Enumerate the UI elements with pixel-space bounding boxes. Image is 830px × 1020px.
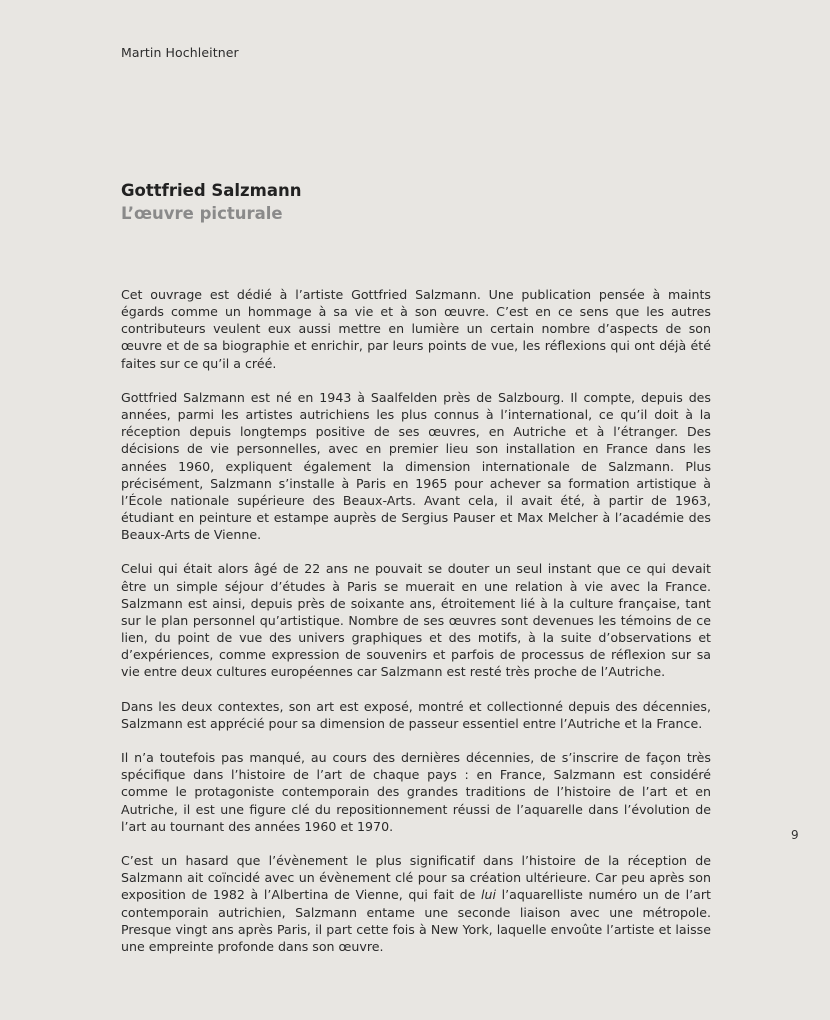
paragraph-text-end: l’aquarelliste numéro un de l’art contemporain autrichien, Salzmann entame une seconde liaison avec une métropole. Presque vingt ans après Paris, il part cette fois à New York, laquelle envoûte l’artiste et laisse une empreinte profonde dans son œuvre. <box>121 887 711 954</box>
paragraph: Cet ouvrage est dédié à l’artiste Gottfried Salzmann. Une publication pensée à maints égards comme un hommage à sa vie et à son œuvre. C’est en ce sens que les autres contributeurs veulent eux aussi mettre en lumière un certain nombre d’aspects de son œuvre et de sa biographie et enrichir, par leurs points de vue, les réflexions qui ont déjà été faites sur ce qu’il a créé. <box>121 287 711 371</box>
author-name: Martin Hochleitner <box>121 45 239 60</box>
emphasized-word: lui <box>481 887 496 903</box>
title-block <box>121 180 301 226</box>
article-body <box>121 286 711 972</box>
paragraph-text-start: C’est un hasard que l’évènement le plus significatif dans l’histoire de la réception de Salzmann ait coïncidé avec un évènement clé pour sa création ultérieure. Car peu après son exposition de 1982 à l’Albertina de Vienne, qui fait de <box>121 853 711 903</box>
page-number: 9 <box>791 828 799 842</box>
page-subtitle: L’œuvre picturale <box>121 204 283 223</box>
paragraph: Dans les deux contextes, son art est exposé, montré et collectionné depuis des décennies, Salzmann est apprécié pour sa dimension de passeur essentiel entre l’Autriche et la France. <box>121 698 711 731</box>
paragraph: Il n’a toutefois pas manqué, au cours des dernières décennies, de s’inscrire de façon très spécifique dans l’histoire de l’art de chaque pays : en France, Salzmann est considéré comme le protagoniste contemporain des grandes traditions de l’histoire de l’art et en Autriche, il est une figure clé du repositionnement réussi de l’aquarelle dans l’évolution de l’art au tournant des années 1960 et 1970. <box>121 750 711 834</box>
paragraph-with-emphasis <box>121 852 711 955</box>
paragraph: Celui qui était alors âgé de 22 ans ne pouvait se douter un seul instant que ce qui devait être un simple séjour d’études à Paris se muerait en une relation à vie avec la France. Salzmann est ainsi, depuis près de soixante ans, étroitement lié à la culture française, tant sur le plan personnel qu’artistique. Nombre de ses œuvres sont devenues les témoins de ce lien, du point de vue des univers graphiques et des motifs, à la suite d’observations et d’expériences, comme expression de souvenirs et parfois de processus de réflexion sur sa vie entre deux cultures européennes car Salzmann est resté très proche de l’Autriche. <box>121 561 711 680</box>
paragraph: Gottfried Salzmann est né en 1943 à Saalfelden près de Salzbourg. Il compte, depuis des années, parmi les artistes autrichiens les plus connus à l’international, ce qu’il doit à la réception depuis longtemps positive de ses œuvres, en Autriche et à l’étranger. Des décisions de vie personnelles, avec en premier lieu son installation en France dans les années 1960, expliquent également la dimension internationale de Salzmann. Plus précisément, Salzmann s’installe à Paris en 1965 pour achever sa formation artistique à l’École nationale supérieure des Beaux-Arts. Avant cela, il avait été, à partir de 1963, étudiant en peinture et estampe auprès de Sergius Pauser et Max Melcher à l’académie des Beaux-Arts de Vienne. <box>121 389 711 543</box>
page-title: Gottfried Salzmann <box>121 181 302 200</box>
